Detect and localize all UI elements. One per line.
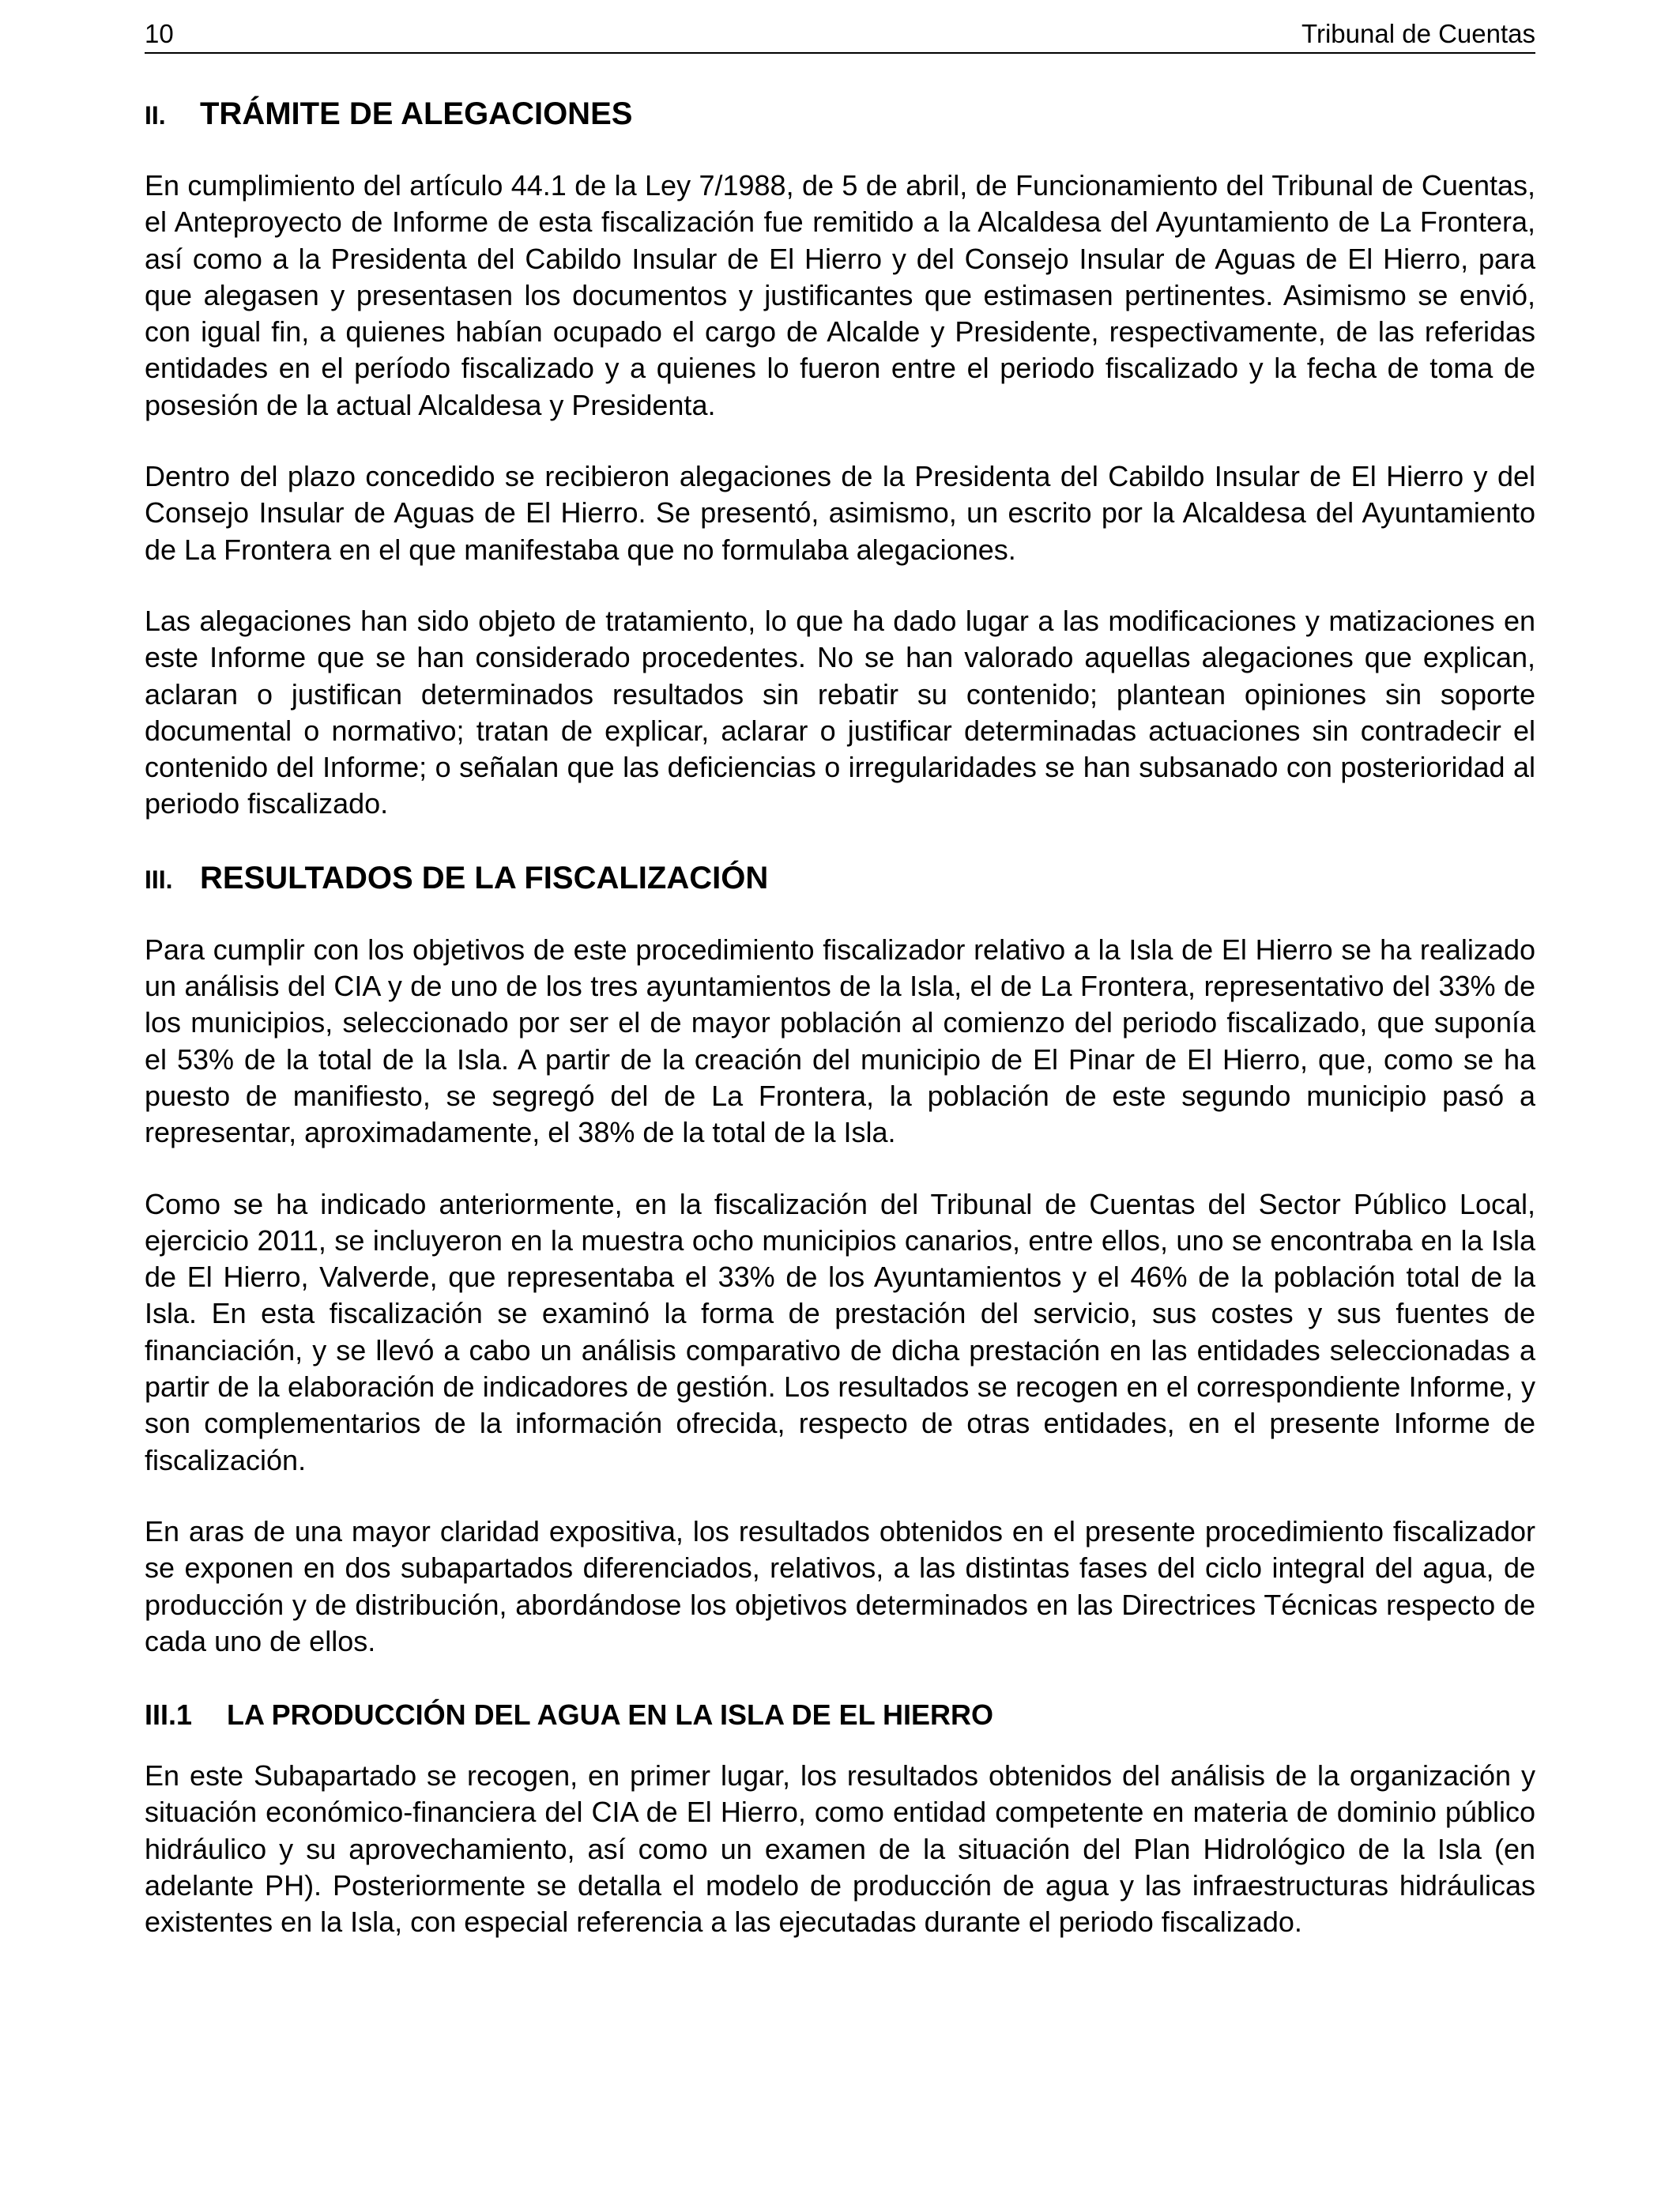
subsection-heading-produccion [145,1695,1535,1736]
section-number: II. [145,101,166,130]
paragraph: En este Subapartado se recogen, en primer lugar, los resultados obtenidos del análisis de la organización y situación económico-financiera del CIA de El Hierro, como entidad competente en materia de dominio público hidráulico y su aprovechamiento, así como un examen de la situación del Plan Hidrológico de la Isla (en adelante PH). Posteriormente se detalla el modelo de producción de agua y las infraestructuras hidráulicas existentes en la Isla, con especial referencia a las ejecutadas durante el periodo fiscalizado. [145,1759,1535,1939]
document-body [145,93,1535,1976]
paragraph: En cumplimiento del artículo 44.1 de la Ley 7/1988, de 5 de abril, de Funcionamiento del Tribunal de Cuentas, el Anteproyecto de Informe de esta fiscalización fue remitido a la Alcaldesa del Ayuntamiento de La Frontera, así como a la Presidenta del Cabildo Insular de El Hierro y del Consejo Insular de Aguas de El Hierro, para que alegasen y presentasen los documentos y justificantes que estimasen pertinentes. Asimismo se envió, con igual fin, a quienes habían ocupado el cargo de Alcalde y Presidente, respectivamente, de las referidas entidades en el período fiscalizado y a quienes lo fueron entre el periodo fiscalizado y la fecha de toma de posesión de la actual Alcaldesa y Presidenta. [145,169,1535,421]
section-heading-resultados [145,858,1535,900]
section-title: RESULTADOS DE LA FISCALIZACIÓN [200,860,769,895]
paragraph: Como se ha indicado anteriormente, en la fiscalización del Tribunal de Cuentas del Sector Público Local, ejercicio 2011, se incluyeron en la muestra ocho municipios canarios, entre ellos, uno se encontraba en la Isla de El Hierro, Valverde, que representaba el 33% de los Ayuntamientos y el 46% de la población total de la Isla. En esta fiscalización se examinó la forma de prestación del servicio, sus costes y sus fuentes de financiación, y se llevó a cabo un análisis comparativo de dicha prestación en las entidades seleccionadas a partir de la elaboración de indicadores de gestión. Los resultados se recogen en el correspondiente Informe, y son complementarios de la información ofrecida, respecto de otras entidades, en el presente Informe de fiscalización. [145,1187,1535,1476]
page-number: 10 [145,19,174,48]
page-header [145,16,1535,54]
paragraph: Dentro del plazo concedido se recibieron alegaciones de la Presidenta del Cabildo Insular de El Hierro y del Consejo Insular de Aguas de El Hierro. Se presentó, asimismo, un escrito por la Alcaldesa del Ayuntamiento de La Frontera en el que manifestaba que no formulaba alegaciones. [145,460,1535,566]
section-number: III. [145,865,173,894]
subsection-title: LA PRODUCCIÓN DEL AGUA EN LA ISLA DE EL HIERRO [227,1698,994,1732]
section-heading-tramite [145,93,1535,136]
paragraph: En aras de una mayor claridad expositiva, los resultados obtenidos en el presente procedimiento fiscalizador se exponen en dos subapartados diferenciados, relativos, a las distintas fases del ciclo integral del agua, de producción y de distribución, abordándose los objetivos determinados en las Directrices Técnicas respecto de cada uno de ellos. [145,1514,1535,1657]
running-title: Tribunal de Cuentas [1301,19,1535,48]
subsection-number: III.1 [145,1698,193,1732]
paragraph: Para cumplir con los objetivos de este procedimiento fiscalizador relativo a la Isla de El Hierro se ha realizado un análisis del CIA y de uno de los tres ayuntamientos de la Isla, el de La Frontera, representativo del 33% de los municipios, seleccionado por ser el de mayor población al comienzo del periodo fiscalizado, que suponía el 53% de la total de la Isla. A partir de la creación del municipio de El Pinar de El Hierro, que, como se ha puesto de manifiesto, se segregó del de La Frontera, la población de este segundo municipio pasó a representar, aproximadamente, el 38% de la total de la Isla. [145,933,1535,1149]
section-title: TRÁMITE DE ALEGACIONES [200,96,633,131]
paragraph: Las alegaciones han sido objeto de tratamiento, lo que ha dado lugar a las modificaciones y matizaciones en este Informe que se han considerado procedentes. No se han valorado aquellas alegaciones que explican, aclaran o justifican determinados resultados sin rebatir su contenido; plantean opiniones sin soporte documental o normativo; tratan de explicar, aclarar o justificar determinadas actuaciones sin contradecir el contenido del Informe; o señalan que las deficiencias o irregularidades se han subsanado con posterioridad al periodo fiscalizado. [145,604,1535,820]
